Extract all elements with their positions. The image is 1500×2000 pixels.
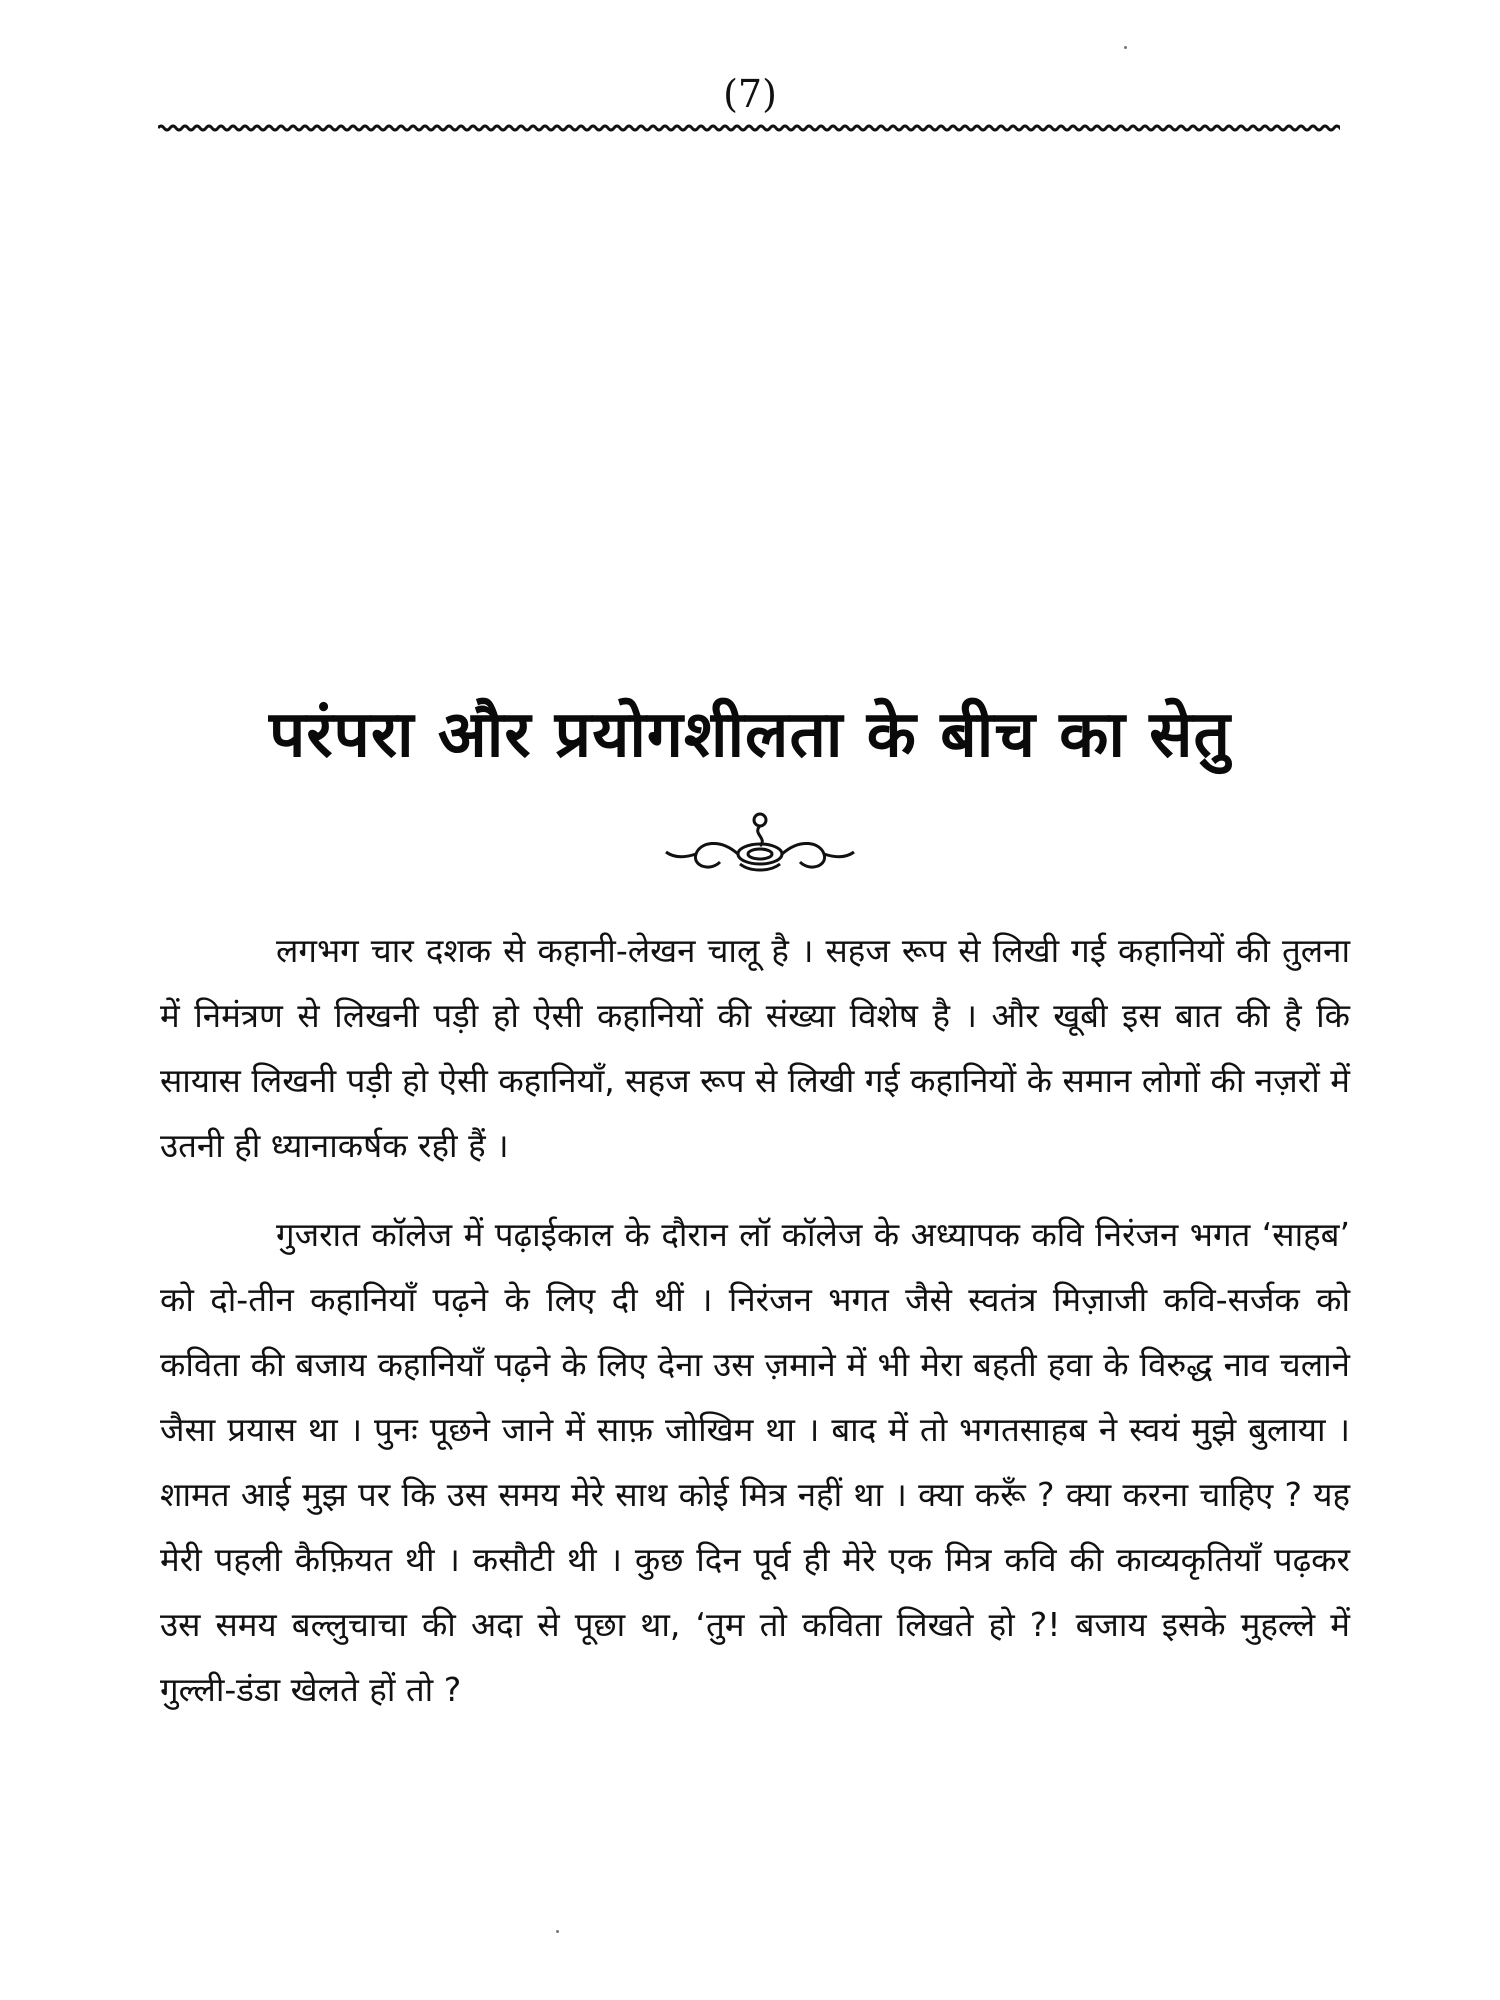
chapter-title: परंपरा और प्रयोगशीलता के बीच का सेतु: [268, 698, 1232, 772]
flourish-ornament-icon: [660, 808, 860, 878]
scan-speck: [1124, 46, 1127, 49]
paragraph-2: गुजरात कॉलेज में पढ़ाईकाल के दौरान लॉ कॉलेज के अध्यापक कवि निरंजन भगत ‘साहब’ को दो-तीन कहानियाँ पढ़ने के लिए दी थीं । निरंजन भगत जैसे स्वतंत्र मिज़ाजी कवि-सर्जक को कविता की बजाय कहानियाँ पढ़ने के लिए देना उस ज़माने में भी मेरा बहती हवा के विरुद्ध नाव चलाने जैसा प्रयास था । पुनः पूछने जाने में साफ़ जोखिम था । बाद में तो भगतसाहब ने स्वयं मुझे बुलाया । शामत आई मुझ पर कि उस समय मेरे साथ कोई मित्र नहीं था । क्या करूँ ? क्या करना चाहिए ? यह मेरी पहली कैफ़ियत थी । कसौटी थी । कुछ दिन पूर्व ही मेरे एक मित्र कवि की काव्यकृतियाँ पढ़कर उस समय बल्लुचाचा की अदा से पूछा था, ‘तुम तो कविता लिखते हो ?! बजाय इसके मुहल्ले में गुल्ली-डंडा खेलते हों तो ?: [160, 1215, 1350, 1709]
page-number: (7): [723, 72, 777, 116]
paragraph-1: लगभग चार दशक से कहानी-लेखन चालू है । सहज रूप से लिखी गई कहानियों की तुलना में निमंत्रण से लिखनी पड़ी हो ऐसी कहानियों की संख्या विशेष है । और खूबी इस बात की है कि सायास लिखनी पड़ी हो ऐसी कहानियाँ, सहज रूप से लिखी गई कहानियों के समान लोगों की नज़रों में उतनी ही ध्यानाकर्षक रही हैं ।: [160, 931, 1350, 1165]
header-wavy-rule: [158, 118, 1340, 138]
body-text: [160, 918, 1350, 1746]
scan-speck: [556, 1930, 559, 1933]
